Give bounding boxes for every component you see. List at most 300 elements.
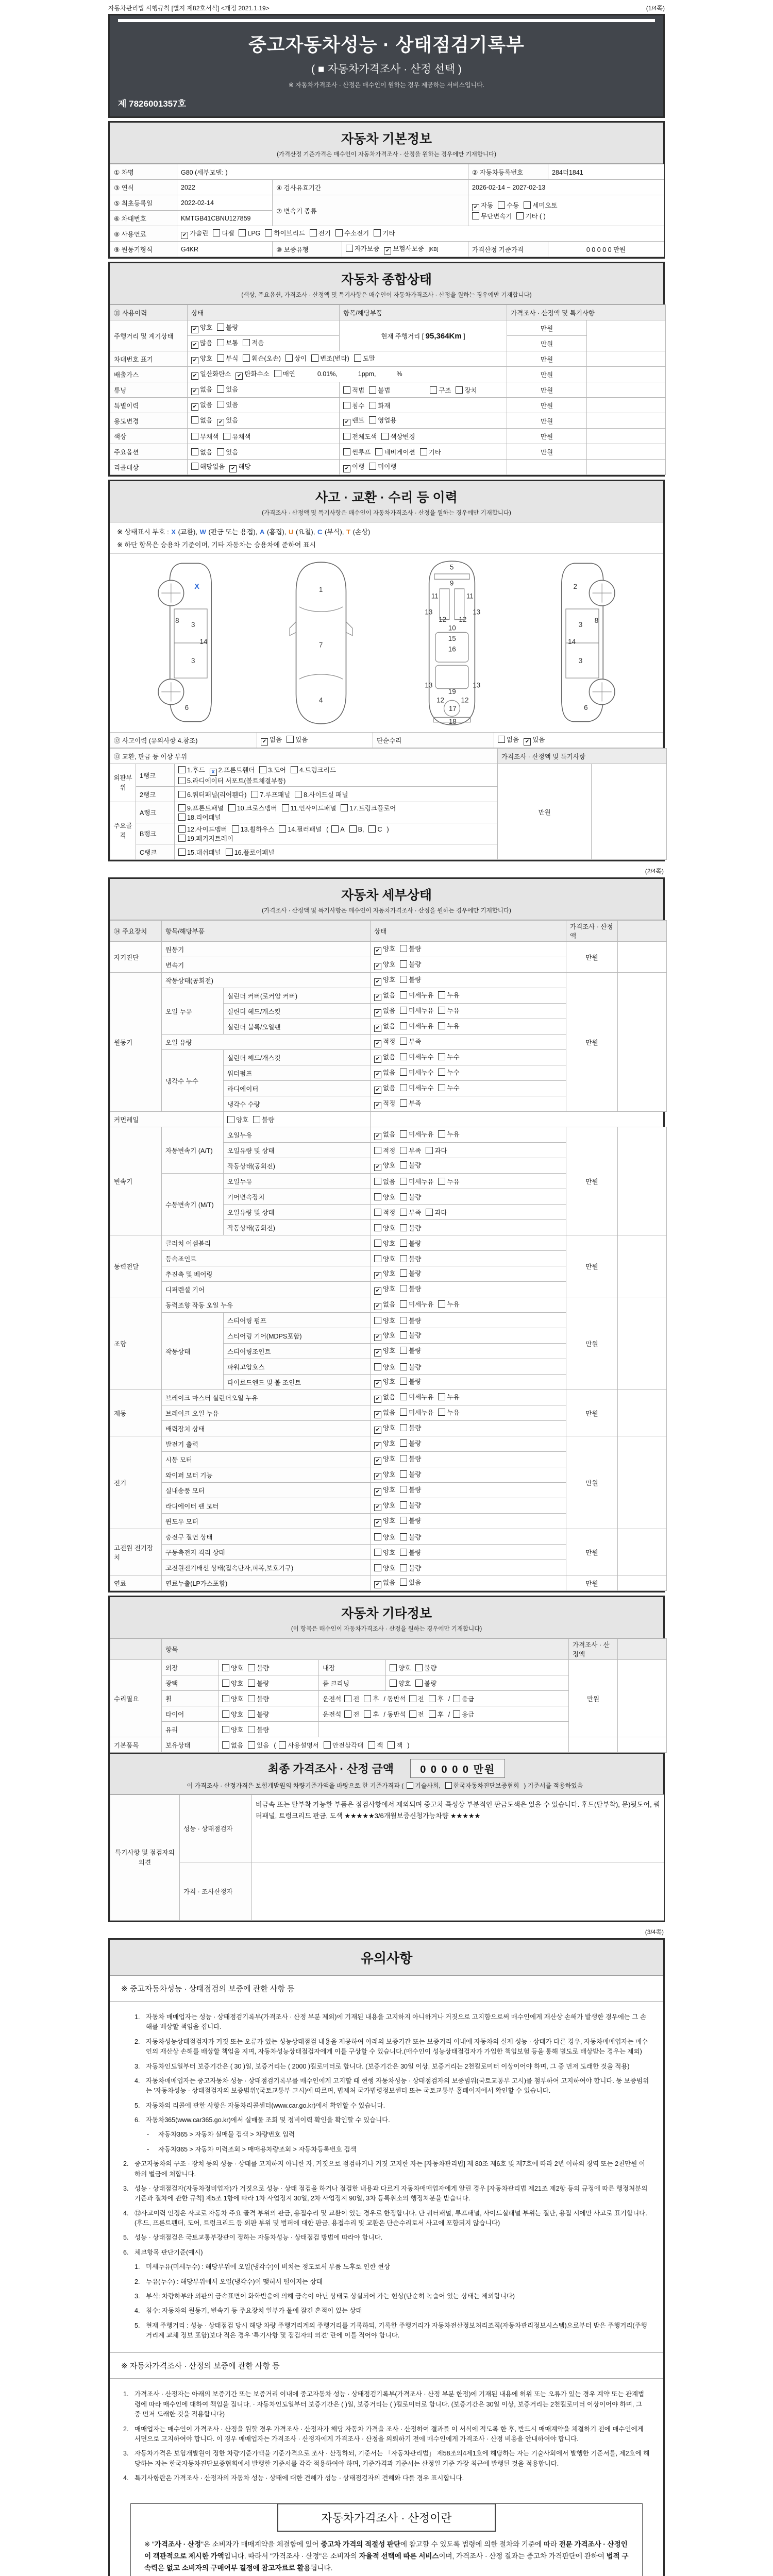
checkbox[interactable] (400, 1470, 407, 1478)
checkbox[interactable] (222, 1680, 229, 1687)
checkbox-option (438, 1129, 459, 1139)
checkbox[interactable] (343, 386, 350, 394)
checkbox[interactable] (374, 1317, 381, 1324)
notices-subheader-1: ※ 중고자동차성능 · 상태점검의 보증에 관한 사항 등 (110, 1976, 663, 2002)
checkbox[interactable] (368, 825, 376, 833)
checkbox[interactable] (259, 766, 266, 773)
checkbox[interactable] (346, 245, 353, 252)
checkbox[interactable] (400, 1209, 407, 1216)
checkbox[interactable] (415, 1680, 423, 1687)
checkbox[interactable] (282, 804, 289, 811)
checkbox-checked[interactable]: ✔ (374, 1411, 381, 1418)
checkbox[interactable] (438, 1409, 445, 1416)
checkbox-checked[interactable]: ✔ (374, 1349, 381, 1357)
checkbox[interactable] (178, 766, 186, 773)
checkbox[interactable] (248, 1695, 255, 1702)
checkbox-checked[interactable]: ✔ (374, 1164, 381, 1171)
cell: 구동축전지 격리 상태 (162, 1545, 371, 1560)
checkbox[interactable] (400, 1317, 407, 1324)
checkbox[interactable] (374, 1255, 381, 1262)
cell: 오일누유 (224, 1127, 371, 1143)
checkbox-option (374, 1192, 395, 1201)
checkbox[interactable] (191, 416, 198, 423)
checkbox[interactable] (248, 1664, 255, 1671)
checkbox[interactable] (243, 339, 250, 346)
checkbox[interactable] (438, 1007, 445, 1014)
checkbox-label: 미세누유 (409, 1301, 434, 1308)
checkbox[interactable] (400, 1300, 407, 1308)
checkbox[interactable] (390, 1680, 397, 1687)
checkbox-checked[interactable]: ✔ (374, 1303, 381, 1310)
checkbox[interactable] (364, 1710, 371, 1718)
checkbox[interactable] (374, 1363, 381, 1370)
checkbox[interactable] (409, 1695, 416, 1702)
checkbox-checked[interactable]: ✔ (374, 1087, 381, 1094)
diagram-number: 3 (579, 657, 583, 665)
checkbox[interactable] (438, 1053, 445, 1060)
car-diagram-bottom (411, 558, 493, 728)
checkbox[interactable] (228, 804, 236, 811)
checkbox[interactable] (178, 804, 186, 811)
checkbox[interactable] (191, 433, 198, 440)
checkbox-option (191, 447, 212, 456)
checkbox-label: 양호 (200, 324, 213, 331)
checkbox-checked[interactable]: ✔ (374, 1071, 381, 1078)
checkbox[interactable] (400, 1269, 407, 1277)
checkbox[interactable] (400, 1347, 407, 1354)
checkbox-label: 누유 (447, 992, 460, 999)
cell: 타이어 (162, 1706, 219, 1722)
checkbox[interactable] (223, 433, 230, 440)
checkbox[interactable] (400, 1486, 407, 1493)
checkbox-checked[interactable]: ✔ (524, 738, 531, 745)
checkbox[interactable] (226, 849, 233, 856)
checkbox-checked[interactable]: ✔ (236, 372, 243, 380)
checkbox-checked[interactable]: ✔ (374, 1380, 381, 1387)
checkbox[interactable] (400, 1285, 407, 1292)
checkbox[interactable] (400, 1439, 407, 1447)
checkbox[interactable] (400, 1224, 407, 1231)
checkbox-checked[interactable]: ✔ (374, 947, 381, 955)
checkbox[interactable] (407, 1782, 413, 1789)
text-segment: 이며, 가격조사 · 산정 결과는 중고차 가격판단에 관하여 (439, 2552, 607, 2561)
checkbox-label: 19.패키지트레이 (187, 835, 233, 842)
checkbox-checked[interactable]: ✔ (374, 1442, 381, 1449)
checkbox-checked[interactable]: ✔ (374, 1458, 381, 1465)
checkbox[interactable] (222, 1741, 229, 1749)
checkbox[interactable] (400, 1331, 407, 1338)
checkbox[interactable] (243, 354, 250, 362)
detail-status-section (108, 877, 665, 1592)
checkbox[interactable] (310, 229, 317, 236)
checkbox[interactable] (400, 1579, 407, 1586)
checkbox[interactable] (400, 1147, 407, 1154)
checkbox[interactable] (227, 1116, 234, 1123)
checkbox-option (400, 1098, 421, 1108)
checkbox[interactable] (438, 1022, 445, 1029)
checkbox-option (400, 1578, 421, 1587)
checkbox-option (400, 1469, 421, 1479)
accident-history-row (110, 732, 663, 748)
diagram-number: 13 (472, 681, 480, 689)
checkbox[interactable] (374, 1209, 381, 1216)
basic-info-section (108, 121, 665, 259)
column-header: 가격조사 · 산정액 (566, 921, 618, 942)
checkbox-label: 불량 (409, 1347, 422, 1354)
notice-text: 자동차 매매업자는 성능 · 상태점검기록부(가격조사 · 산정 부분 제외)에 기재된 내용을 고지하지 아니하거나 거짓으로 고지함으로써 매수인에게 재산상 손해가 발생한 경우에는 그 손해를 배상할 책임을 집니다. (146, 2013, 647, 2031)
checkbox[interactable] (354, 354, 361, 362)
checkbox[interactable] (400, 1022, 407, 1029)
checkbox[interactable] (295, 791, 302, 798)
checkbox[interactable] (415, 1664, 423, 1671)
checkbox[interactable] (291, 766, 298, 773)
checkbox[interactable] (400, 1564, 407, 1571)
checkbox-checked[interactable]: ✔ (191, 326, 198, 333)
cell: 고전원 전기장치 (110, 1529, 162, 1575)
checkbox[interactable] (279, 1741, 286, 1749)
checkbox[interactable] (400, 991, 407, 998)
checkbox[interactable] (369, 416, 376, 423)
cell: 2022-02-14 (177, 195, 273, 211)
checkbox[interactable] (400, 1378, 407, 1385)
checkbox-checked[interactable]: ✔ (374, 1287, 381, 1295)
checkbox-group-cell (175, 844, 498, 860)
checkbox-group-cell (219, 1660, 319, 1675)
checkbox-label: 과다 (434, 1147, 447, 1155)
checkbox-checked[interactable]: ✔ (374, 1473, 381, 1480)
checkbox[interactable] (400, 1084, 407, 1091)
cell: 보유상태 (162, 1737, 219, 1753)
checkbox[interactable] (265, 229, 272, 236)
checkbox-label: 없음 (383, 1394, 396, 1401)
checkbox-checked[interactable]: ✔ (374, 1396, 381, 1403)
checkbox[interactable] (400, 1053, 407, 1060)
checkbox[interactable] (343, 402, 350, 409)
checkbox[interactable] (438, 1300, 445, 1308)
cell: 오일유량 및 상태 (224, 1205, 371, 1220)
checkbox[interactable] (369, 463, 376, 470)
checkbox-label: 후 (437, 1710, 444, 1718)
checkbox[interactable] (420, 448, 427, 455)
checkbox[interactable] (400, 1255, 407, 1262)
checkbox[interactable] (400, 1178, 407, 1185)
checkbox-checked[interactable]: ✔ (374, 1581, 381, 1588)
cell: 만원 (507, 382, 587, 398)
checkbox-checked[interactable]: ✔ (374, 1009, 381, 1016)
checkbox[interactable] (217, 324, 224, 331)
checkbox-checked[interactable]: ✔ (374, 978, 381, 986)
checkbox[interactable] (438, 1178, 445, 1185)
checkbox[interactable] (400, 1501, 407, 1509)
checkbox-checked[interactable]: ✔ (229, 465, 237, 472)
checkbox-option (400, 1067, 433, 1077)
checkbox[interactable] (222, 1664, 229, 1671)
checkbox[interactable] (524, 201, 531, 209)
checkbox[interactable] (248, 1710, 255, 1718)
checkbox[interactable] (438, 1084, 445, 1091)
checkbox-checked[interactable]: ✔ (374, 1334, 381, 1341)
checkbox[interactable] (248, 1741, 255, 1749)
checkbox-label: 보통 (226, 340, 239, 347)
checkbox[interactable] (285, 354, 293, 362)
checkbox[interactable] (248, 1680, 255, 1687)
checkbox[interactable] (248, 1726, 255, 1733)
checkbox[interactable] (374, 1549, 381, 1556)
checkbox[interactable] (400, 1099, 407, 1107)
checkbox-x-marked[interactable]: x (210, 769, 217, 776)
checkbox[interactable] (453, 1710, 460, 1718)
checkbox-checked[interactable]: ✔ (374, 1427, 381, 1434)
checkbox-label: 양호 (383, 1240, 396, 1247)
checkbox[interactable] (251, 791, 258, 798)
cell: 발전기 출력 (162, 1436, 371, 1452)
checkbox[interactable] (400, 1409, 407, 1416)
checkbox[interactable] (400, 945, 407, 952)
checkbox-label: 불량 (409, 976, 422, 984)
checkbox[interactable] (178, 825, 186, 833)
checkbox-checked[interactable]: ✔ (343, 465, 350, 472)
checkbox-checked[interactable]: ✔ (374, 1133, 381, 1140)
checkbox[interactable] (453, 1695, 460, 1702)
checkbox-checked[interactable]: ✔ (374, 1519, 381, 1527)
checkbox-checked[interactable]: ✔ (374, 1040, 381, 1047)
checkbox[interactable] (232, 825, 239, 833)
cell (587, 320, 666, 351)
checkbox[interactable] (374, 1224, 381, 1231)
checkbox-option (364, 1709, 379, 1719)
checkbox[interactable] (375, 448, 382, 455)
checkbox-option (369, 401, 390, 410)
checkbox[interactable] (341, 804, 348, 811)
checkbox[interactable] (390, 1664, 397, 1671)
checkbox[interactable] (324, 1741, 331, 1749)
notices-section (108, 1938, 665, 2576)
checkbox[interactable] (368, 1741, 375, 1749)
checkbox-label: 없음 (383, 1579, 396, 1586)
checkbox[interactable] (217, 354, 224, 362)
checkbox-group-cell (371, 1143, 566, 1158)
checkbox-option (343, 432, 377, 441)
header-strip (118, 19, 655, 22)
checkbox[interactable] (344, 1695, 351, 1702)
checkbox-checked[interactable]: ✔ (472, 204, 479, 211)
checkbox[interactable] (222, 1695, 229, 1702)
checkbox[interactable] (374, 1240, 381, 1247)
checkbox-label: 전 (353, 1695, 360, 1703)
checkbox-label: 전기 (318, 230, 331, 237)
checkbox-group-cell (219, 1675, 319, 1691)
checkbox-option (279, 1740, 318, 1750)
checkbox[interactable] (400, 1455, 407, 1462)
checkbox[interactable] (178, 777, 186, 784)
checkbox[interactable] (400, 1038, 407, 1045)
checkbox-checked[interactable]: ✔ (191, 388, 198, 395)
checkbox-label: 불량 (409, 1363, 422, 1371)
checkbox-group-cell (371, 1096, 566, 1112)
checkbox-checked[interactable]: ✔ (374, 1025, 381, 1032)
checkbox[interactable] (253, 1116, 260, 1123)
checkbox[interactable] (400, 1363, 407, 1370)
checkbox-option (232, 824, 275, 834)
checkbox[interactable] (374, 1147, 381, 1154)
checkbox[interactable] (217, 448, 224, 455)
checkbox-label: 불량 (424, 1680, 437, 1687)
checkbox[interactable] (400, 1517, 407, 1524)
checkbox[interactable] (279, 825, 286, 833)
checkbox[interactable] (429, 1710, 436, 1718)
checkbox-group-cell (371, 1313, 566, 1328)
checkbox[interactable] (400, 1240, 407, 1247)
checkbox[interactable] (374, 1533, 381, 1540)
checkbox[interactable] (364, 1695, 371, 1702)
other-band (110, 1597, 663, 1638)
checkbox[interactable] (335, 229, 343, 236)
checkbox-checked[interactable]: ✔ (191, 357, 198, 364)
checkbox[interactable] (400, 1549, 407, 1556)
checkbox[interactable] (426, 1147, 433, 1154)
checkbox[interactable] (400, 1393, 407, 1400)
checkbox[interactable] (239, 229, 246, 236)
checkbox-label: 양호 (231, 1710, 244, 1718)
checkbox-checked[interactable]: ✔ (191, 372, 198, 380)
checkbox[interactable] (438, 991, 445, 998)
checkbox[interactable] (429, 1695, 436, 1702)
checkbox-option (243, 338, 264, 347)
checkbox-checked[interactable]: ✔ (217, 419, 224, 426)
checkbox[interactable] (400, 1424, 407, 1431)
checkbox-option (374, 1083, 395, 1094)
checkbox[interactable] (178, 835, 186, 842)
checkbox-label: 적정 (383, 1147, 396, 1155)
checkbox-label: 누유 (447, 1409, 460, 1416)
checkbox-checked[interactable]: ✔ (261, 738, 268, 745)
accident-note: (가격조사 · 산정액 및 특기사항은 매수인이 자동차가격조사 · 산정을 원하는 경우에만 기재합니다) (262, 510, 511, 516)
checkbox[interactable] (374, 229, 381, 236)
checkbox[interactable] (498, 201, 505, 209)
checkbox[interactable] (222, 1710, 229, 1718)
checkbox[interactable] (400, 1130, 407, 1138)
checkbox[interactable] (438, 1393, 445, 1400)
checkbox-checked[interactable]: ✔ (384, 247, 391, 255)
checkbox-label: 5.라디에이터 서포트(볼트체결부품) (187, 777, 286, 785)
checkbox-checked[interactable]: ✔ (374, 994, 381, 1001)
checkbox[interactable] (178, 814, 186, 821)
checkbox-checked[interactable]: ✔ (181, 232, 188, 239)
checkbox-group-cell (371, 1421, 566, 1436)
diagram-number: 10 (448, 624, 456, 632)
checkbox[interactable] (222, 1726, 229, 1733)
checkbox[interactable] (400, 1069, 407, 1076)
checkbox[interactable] (438, 1069, 445, 1076)
checkbox-group-cell (371, 1127, 566, 1143)
checkbox[interactable] (400, 1161, 407, 1168)
cell: 작동상태(공회전) (224, 1158, 371, 1174)
checkbox[interactable] (369, 386, 376, 394)
checkbox-option (374, 1454, 395, 1465)
checkbox-checked[interactable]: ✔ (374, 1504, 381, 1511)
checkbox[interactable] (343, 448, 350, 455)
checkbox-checked[interactable]: ✔ (374, 1102, 381, 1109)
checkbox[interactable] (409, 1710, 416, 1718)
checkbox-label: 1.후드 (187, 767, 205, 774)
checkbox[interactable] (456, 386, 463, 394)
checkbox[interactable] (400, 960, 407, 968)
checkbox[interactable] (191, 463, 198, 470)
checkbox[interactable] (400, 1007, 407, 1014)
checkbox-label: 자동 (481, 202, 494, 209)
checkbox[interactable] (343, 433, 350, 440)
diagram-number: 7 (319, 641, 323, 649)
notice-text: 자동차매매업자는 중고자동차 성능 · 상태점검기록부를 매수인에게 고지할 때 현행 자동차성능 · 상태점검자의 보증범위(국토교통부 고시)를 첨부하여 고지하여야 합니다. 동 보증범위는 '자동차성능 · 상태점검자의 보증범위'(국토교통부 고시)에 따르며, 법제처 국가법령정보센터 또는 국토교통부 홈페이지에서 확인할 수 있습니다. (146, 2077, 649, 2095)
checkbox-option (374, 1346, 395, 1357)
checkbox[interactable] (388, 1741, 395, 1749)
checkbox[interactable] (217, 385, 224, 393)
checkbox[interactable] (381, 433, 389, 440)
checkbox-checked[interactable]: ✔ (374, 963, 381, 970)
checkbox[interactable] (287, 736, 294, 743)
checkbox-option (400, 1160, 421, 1170)
checkbox-label: 있음 (226, 448, 239, 456)
checkbox[interactable] (438, 1130, 445, 1138)
checkbox-checked[interactable]: ✔ (374, 1272, 381, 1279)
checkbox[interactable] (400, 976, 407, 983)
checkbox-label: 기술사회, (415, 1782, 441, 1789)
checkbox-group-cell (371, 1035, 566, 1050)
checkbox-checked[interactable]: ✔ (191, 403, 198, 411)
checkbox[interactable] (516, 212, 524, 219)
checkbox-checked[interactable]: ✔ (374, 1488, 381, 1496)
checkbox[interactable] (349, 825, 357, 833)
checkbox-label: 수동 (507, 202, 519, 209)
checkbox-label: 있음 (226, 401, 239, 409)
checkbox[interactable] (331, 825, 339, 833)
checkbox[interactable] (445, 1782, 452, 1789)
checkbox[interactable] (344, 1710, 351, 1718)
checkbox[interactable] (498, 736, 505, 743)
notice-text: 가격조사 · 산정자는 아래의 보증기간 또는 보증거리 이내에 중고자동차 성능 · 상태점검기록부(가격조사 · 산정 부분 한정)에 기재된 내용에 허위 또는 오류가 있는 경우 계약 또는 관계법령에 따라 매수인에 대하여 책임을 집니다. · 자동차인도일부터 보증기간은 ( )일, 보증거리는 ( )킬로미터로 합니다. (보증기간은 30일 이상, 보증거리는 2천킬로미터 이상이어야 하며, 그 중 먼저 도래한 것을 적용합니다) (135, 2391, 645, 2418)
checkbox-option (282, 803, 337, 812)
checkbox-checked[interactable]: ✔ (343, 419, 350, 426)
checkbox[interactable] (311, 354, 318, 362)
checkbox[interactable] (178, 791, 186, 798)
checkbox-label: 없음 (383, 1007, 396, 1014)
checkbox-checked[interactable]: ✔ (191, 342, 198, 349)
checkbox[interactable] (472, 212, 479, 219)
checkbox[interactable] (430, 386, 437, 394)
checkbox[interactable] (213, 229, 220, 236)
checkbox-label: 양호 (383, 1486, 396, 1494)
checkbox[interactable] (274, 370, 281, 377)
other-info-table (110, 1638, 663, 1753)
checkbox[interactable] (374, 1178, 381, 1185)
notice-number: 3. (123, 2450, 129, 2458)
checkbox-option (438, 990, 459, 999)
checkbox-option (344, 1694, 359, 1703)
checkbox[interactable] (217, 339, 224, 346)
checkbox[interactable] (178, 849, 186, 856)
checkbox[interactable] (369, 402, 376, 409)
checkbox[interactable] (191, 448, 198, 455)
checkbox[interactable] (400, 1193, 407, 1200)
checkbox[interactable] (217, 401, 224, 408)
checkbox-option (445, 1781, 519, 1790)
checkbox[interactable] (426, 1209, 433, 1216)
column-header: 가격조사 · 산정액 및 특기사항 (507, 305, 666, 320)
checkbox-checked[interactable]: ✔ (374, 1056, 381, 1063)
checkbox[interactable] (374, 1193, 381, 1200)
checkbox[interactable] (374, 1564, 381, 1571)
checkbox[interactable] (400, 1533, 407, 1540)
